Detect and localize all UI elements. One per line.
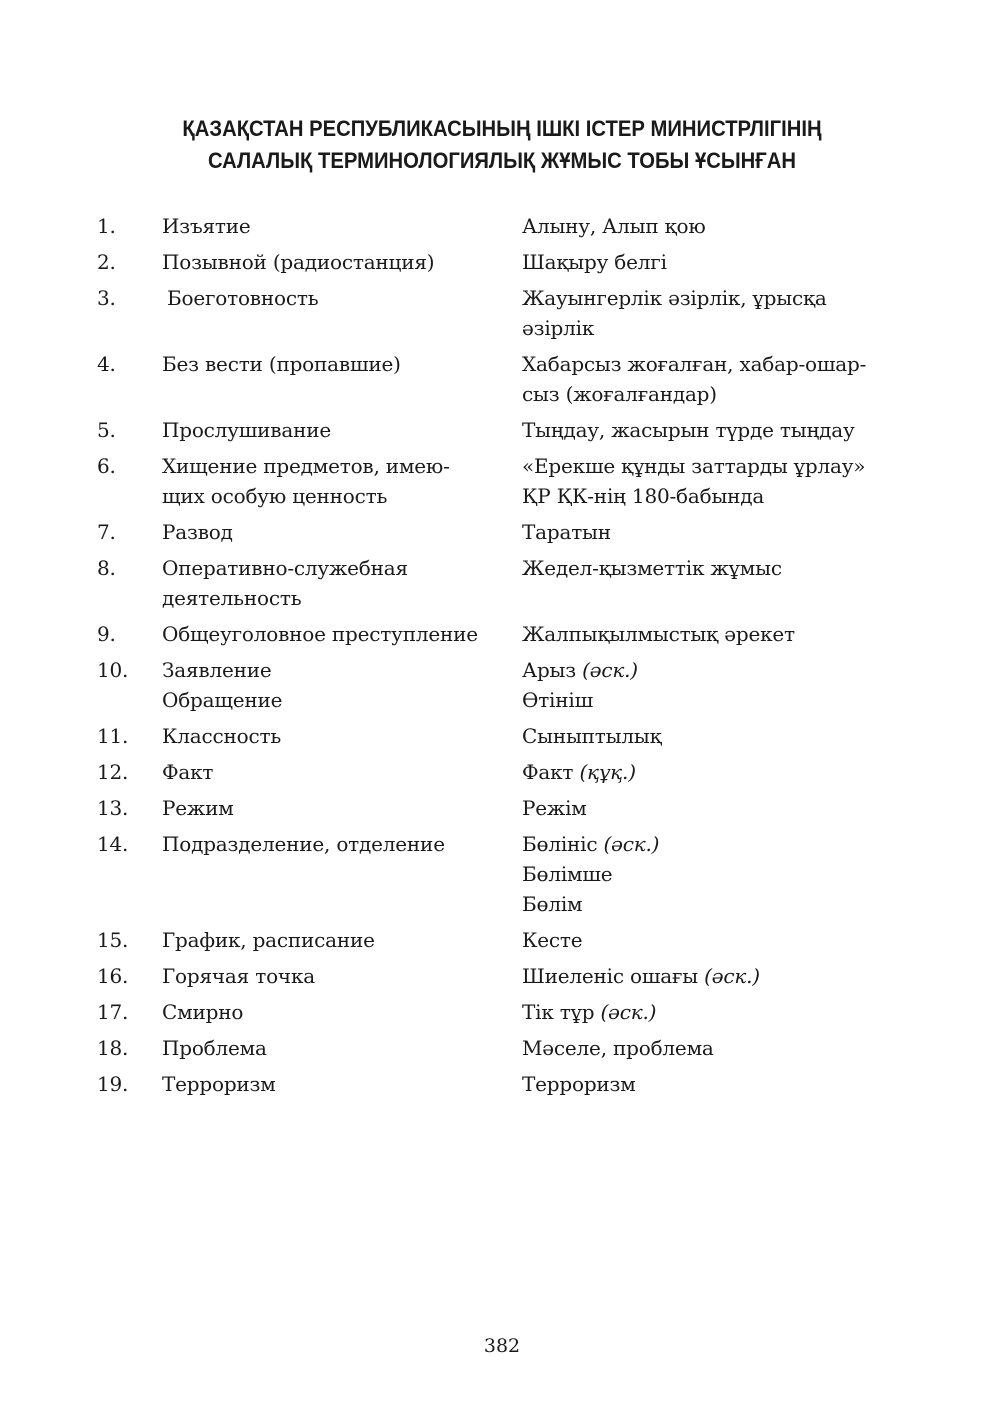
term-russian bbox=[162, 553, 522, 613]
term-kazakh-text: Бөлім bbox=[522, 892, 583, 916]
term-kazakh-line bbox=[522, 793, 912, 823]
term-russian-line: Хищение предметов, имею- bbox=[162, 454, 450, 478]
term-kazakh-line bbox=[522, 517, 912, 547]
term-russian bbox=[162, 619, 522, 649]
page-title bbox=[40, 113, 964, 177]
term-kazakh-line bbox=[522, 415, 912, 445]
term-kazakh-line bbox=[522, 211, 912, 241]
term-kazakh-text: Жауынгерлік әзірлік, ұрысқа bbox=[522, 286, 827, 310]
term-row bbox=[97, 349, 917, 409]
term-kazakh-text: Өтініш bbox=[522, 688, 593, 712]
term-kazakh-line bbox=[522, 997, 912, 1027]
term-kazakh-line bbox=[522, 481, 912, 511]
term-row bbox=[97, 247, 917, 277]
term-russian bbox=[162, 793, 522, 823]
term-kazakh bbox=[522, 619, 912, 649]
term-kazakh bbox=[522, 517, 912, 547]
term-kazakh-text: Кесте bbox=[522, 928, 583, 952]
term-kazakh bbox=[522, 553, 912, 613]
term-russian bbox=[162, 517, 522, 547]
term-kazakh-line bbox=[522, 961, 912, 991]
term-usage-note: (әск.) bbox=[603, 832, 660, 856]
term-kazakh-text: Шақыру белгі bbox=[522, 250, 667, 274]
term-kazakh-line bbox=[522, 313, 912, 343]
term-russian-line: деятельность bbox=[162, 586, 302, 610]
term-number: 6. bbox=[97, 454, 116, 478]
term-row bbox=[97, 721, 917, 751]
title-line-2: САЛАЛЫҚ ТЕРМИНОЛОГИЯЛЫҚ ЖҰМЫС ТОБЫ ҰСЫНҒАН bbox=[208, 148, 796, 173]
term-russian-line: Классность bbox=[162, 724, 282, 748]
term-russian-line: Режим bbox=[162, 796, 234, 820]
term-kazakh-line bbox=[522, 829, 912, 859]
term-russian bbox=[162, 829, 522, 919]
term-kazakh bbox=[522, 829, 912, 919]
term-kazakh bbox=[522, 961, 912, 991]
term-kazakh-text: Факт bbox=[522, 760, 580, 784]
term-kazakh bbox=[522, 451, 912, 511]
term-kazakh-text: Бөлімше bbox=[522, 862, 613, 886]
term-row bbox=[97, 553, 917, 613]
term-kazakh-text: «Ерекше құнды заттарды ұрлау» bbox=[522, 454, 866, 478]
term-usage-note: (әск.) bbox=[600, 1000, 657, 1024]
term-number: 14. bbox=[97, 832, 129, 856]
term-usage-note: (құқ.) bbox=[579, 760, 636, 784]
term-kazakh-line bbox=[522, 757, 912, 787]
term-russian-line: Развод bbox=[162, 520, 233, 544]
term-russian bbox=[162, 1033, 522, 1063]
term-usage-note: (әск.) bbox=[704, 964, 760, 988]
term-russian-line: Боеготовность bbox=[167, 286, 319, 310]
term-kazakh-text: сыз (жоғалғандар) bbox=[522, 382, 717, 406]
page-number: 382 bbox=[483, 1335, 521, 1357]
term-russian bbox=[162, 961, 522, 991]
term-row bbox=[97, 415, 917, 445]
term-russian bbox=[162, 451, 522, 511]
term-russian-line: Прослушивание bbox=[162, 418, 331, 442]
term-row bbox=[97, 829, 917, 919]
term-number: 10. bbox=[97, 658, 129, 682]
term-row bbox=[97, 961, 917, 991]
term-kazakh-line bbox=[522, 349, 912, 379]
term-number: 4. bbox=[97, 352, 116, 376]
term-russian-line: Без вести (пропавшие) bbox=[162, 352, 401, 376]
term-kazakh bbox=[522, 1069, 912, 1099]
term-kazakh-line bbox=[522, 655, 912, 685]
term-kazakh-line bbox=[522, 889, 912, 919]
term-row bbox=[97, 619, 917, 649]
term-kazakh bbox=[522, 793, 912, 823]
term-kazakh-line bbox=[522, 379, 912, 409]
term-number: 9. bbox=[97, 622, 116, 646]
term-russian-line: Оперативно-служебная bbox=[162, 556, 408, 580]
term-number: 1. bbox=[97, 214, 116, 238]
term-russian-line: График, расписание bbox=[162, 928, 375, 952]
term-russian bbox=[162, 997, 522, 1027]
term-kazakh-text: Арыз bbox=[522, 658, 583, 682]
term-russian-line: Горячая точка bbox=[162, 964, 315, 988]
term-kazakh-line bbox=[522, 925, 912, 955]
term-russian-line: Общеуголовное преступление bbox=[162, 622, 478, 646]
term-russian bbox=[162, 757, 522, 787]
term-russian bbox=[162, 349, 522, 409]
term-number: 17. bbox=[97, 1000, 129, 1024]
term-number: 3. bbox=[97, 286, 116, 310]
term-row bbox=[97, 925, 917, 955]
term-kazakh-text: Алыну, Алып қою bbox=[522, 214, 706, 238]
term-kazakh-text: Сыныптылық bbox=[522, 724, 662, 748]
term-kazakh bbox=[522, 997, 912, 1027]
term-row bbox=[97, 1069, 917, 1099]
term-kazakh-line bbox=[522, 553, 912, 583]
term-kazakh bbox=[522, 211, 912, 241]
term-row bbox=[97, 757, 917, 787]
term-row bbox=[97, 793, 917, 823]
term-russian-line: щих особую ценность bbox=[162, 484, 388, 508]
term-kazakh-text: ҚР ҚК-нің 180-бабында bbox=[522, 484, 765, 508]
term-russian-line: Подразделение, отделение bbox=[162, 832, 445, 856]
term-russian-line: Обращение bbox=[162, 688, 283, 712]
term-kazakh bbox=[522, 721, 912, 751]
term-row bbox=[97, 517, 917, 547]
term-kazakh bbox=[522, 655, 912, 715]
title-line-1: ҚАЗАҚСТАН РЕСПУБЛИКАСЫНЫҢ ІШКІ ІСТЕР МИНИСТРЛІГІНІҢ bbox=[182, 116, 822, 141]
term-number: 18. bbox=[97, 1036, 129, 1060]
term-kazakh-line bbox=[522, 685, 912, 715]
term-russian-line: Заявление bbox=[162, 658, 272, 682]
term-russian-line: Факт bbox=[162, 760, 214, 784]
term-kazakh-text: Жедел-қызметтік жұмыс bbox=[522, 556, 782, 580]
term-number: 8. bbox=[97, 556, 116, 580]
term-kazakh bbox=[522, 349, 912, 409]
term-kazakh-text: Мәселе, проблема bbox=[522, 1036, 714, 1060]
term-kazakh-text: Тыңдау, жасырын түрде тыңдау bbox=[522, 418, 855, 442]
term-kazakh-text: Терроризм bbox=[522, 1072, 636, 1096]
term-kazakh bbox=[522, 247, 912, 277]
term-number: 2. bbox=[97, 250, 116, 274]
term-russian bbox=[162, 655, 522, 715]
term-kazakh-line bbox=[522, 721, 912, 751]
term-kazakh-line bbox=[522, 283, 912, 313]
term-number: 16. bbox=[97, 964, 129, 988]
term-kazakh-line bbox=[522, 1033, 912, 1063]
term-russian-line: Смирно bbox=[162, 1000, 244, 1024]
term-russian bbox=[162, 1069, 522, 1099]
term-russian-line: Терроризм bbox=[162, 1072, 276, 1096]
term-kazakh-text: Бөлініс bbox=[522, 832, 604, 856]
term-kazakh bbox=[522, 757, 912, 787]
term-kazakh-text: Режім bbox=[522, 796, 587, 820]
term-kazakh bbox=[522, 1033, 912, 1063]
term-row bbox=[97, 211, 917, 241]
term-russian-line: Позывной (радиостанция) bbox=[162, 250, 435, 274]
term-kazakh-line bbox=[522, 619, 912, 649]
term-row bbox=[97, 997, 917, 1027]
term-kazakh-line bbox=[522, 247, 912, 277]
term-kazakh bbox=[522, 283, 912, 343]
term-kazakh-text: әзірлік bbox=[522, 316, 595, 340]
term-row bbox=[97, 1033, 917, 1063]
term-number: 19. bbox=[97, 1072, 129, 1096]
term-number: 5. bbox=[97, 418, 116, 442]
term-row bbox=[97, 283, 917, 343]
term-russian bbox=[162, 721, 522, 751]
term-kazakh-text: Шиеленіс ошағы bbox=[522, 964, 705, 988]
term-number: 11. bbox=[97, 724, 129, 748]
term-kazakh-text: Хабарсыз жоғалған, хабар-ошар- bbox=[522, 352, 867, 376]
term-kazakh-line bbox=[522, 451, 912, 481]
term-russian bbox=[162, 925, 522, 955]
term-russian-line: Проблема bbox=[162, 1036, 267, 1060]
term-number: 13. bbox=[97, 796, 129, 820]
term-row bbox=[97, 655, 917, 715]
term-number: 15. bbox=[97, 928, 129, 952]
term-usage-note: (әск.) bbox=[582, 658, 638, 682]
term-russian bbox=[162, 283, 522, 343]
term-kazakh bbox=[522, 925, 912, 955]
term-kazakh-text: Таратын bbox=[522, 520, 611, 544]
term-kazakh bbox=[522, 415, 912, 445]
term-row bbox=[97, 451, 917, 511]
term-russian bbox=[162, 247, 522, 277]
term-russian bbox=[162, 415, 522, 445]
term-kazakh-text: Жалпықылмыстық әрекет bbox=[522, 622, 795, 646]
term-kazakh-line bbox=[522, 859, 912, 889]
term-russian bbox=[162, 211, 522, 241]
term-russian-line: Изъятие bbox=[162, 214, 251, 238]
terms-table bbox=[97, 211, 917, 1105]
term-kazakh-text: Тік тұр bbox=[522, 1000, 601, 1024]
term-number: 7. bbox=[97, 520, 116, 544]
term-number: 12. bbox=[97, 760, 129, 784]
term-kazakh-line bbox=[522, 1069, 912, 1099]
